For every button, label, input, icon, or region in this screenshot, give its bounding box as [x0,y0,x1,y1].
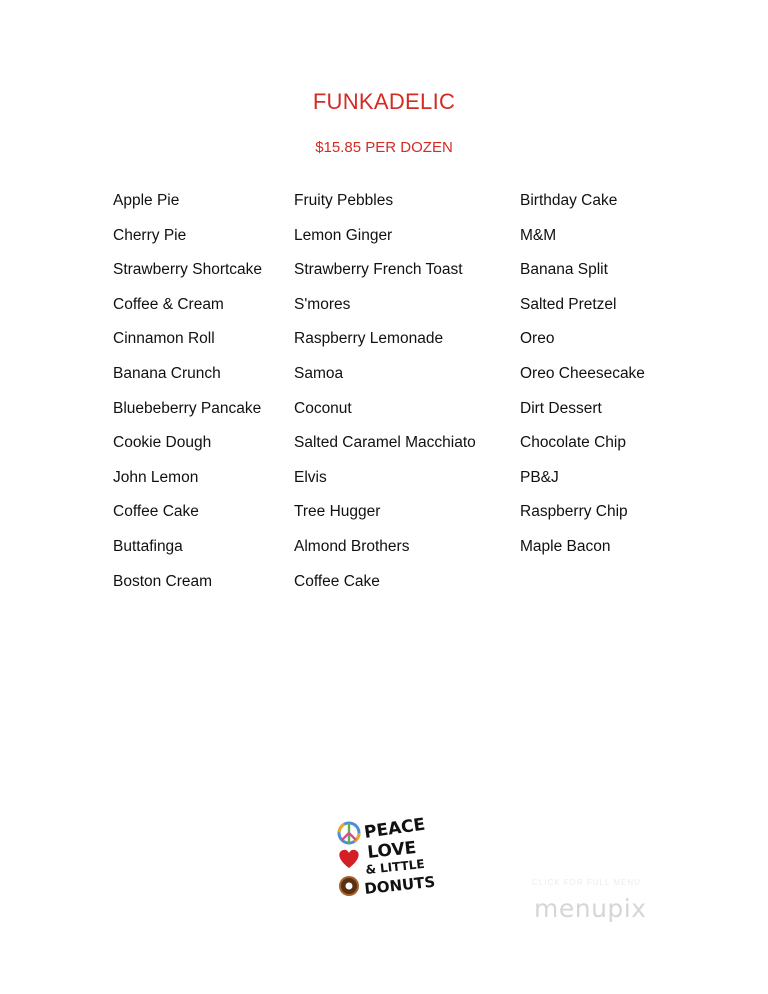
flavor-item: John Lemon [113,468,199,486]
flavor-item: Dirt Dessert [520,399,602,417]
logo-line-4: DONUTS [363,872,437,898]
flavor-item: Birthday Cake [520,192,618,209]
watermark-text: menupix [534,894,647,923]
peace-icon [339,823,359,843]
flavor-item: S'mores [294,295,351,313]
flavor-item: Fruity Pebbles [294,192,394,209]
logo-line-3: & LITTLE [364,856,426,877]
donut-icon [339,876,359,896]
flavor-item: Lemon Ginger [294,226,393,244]
menupix-watermark[interactable] [522,874,692,934]
flavor-item: Salted Pretzel [520,295,617,313]
flavor-item: PB&J [520,468,559,486]
flavor-item: Oreo Cheesecake [520,364,645,382]
flavor-item: Samoa [294,364,344,382]
flavor-item: Apple Pie [113,192,180,209]
flavor-item: M&M [520,226,557,244]
logo-line-2: LOVE [366,837,418,863]
heart-icon [339,850,358,868]
flavor-item: Tree Hugger [294,503,381,521]
flavor-item: Boston Cream [113,572,213,590]
logo-line-1: PEACE [362,814,427,843]
flavor-item: Coffee Cake [294,572,380,590]
flavor-item: Raspberry Lemonade [294,330,444,348]
flavor-column-1 [113,190,262,605]
flavor-item: Strawberry Shortcake [113,261,263,279]
flavor-column-2 [294,190,476,605]
flavor-item: Almond Brothers [294,537,410,555]
price-per-dozen: $15.85 PER DOZEN [315,139,453,156]
flavor-item: Elvis [294,468,327,486]
flavor-item: Banana Crunch [113,364,221,382]
flavor-item: Maple Bacon [520,537,611,555]
flavor-item: Coconut [294,399,352,417]
flavor-item: Cherry Pie [113,226,187,244]
flavor-column-3 [520,190,645,571]
flavor-item: Cinnamon Roll [113,330,215,348]
flavor-item: Bluebeberry Pancake [113,399,262,417]
menu-title: FUNKADELIC [312,89,456,114]
flavor-item: Raspberry Chip [520,503,628,521]
peace-love-little-donuts-logo [332,814,437,902]
flavor-item: Coffee & Cream [113,295,224,313]
flavor-item: Cookie Dough [113,434,212,452]
flavor-item: Chocolate Chip [520,434,626,452]
flavor-item: Strawberry French Toast [294,261,463,279]
flavor-item: Oreo [520,330,555,348]
flavor-item: Salted Caramel Macchiato [294,434,476,452]
flavor-item: Coffee Cake [113,503,199,521]
flavor-item: Banana Split [520,261,608,279]
flavor-item: Buttafinga [113,537,183,555]
watermark-caption: CLICK FOR FULL MENU [532,878,641,887]
